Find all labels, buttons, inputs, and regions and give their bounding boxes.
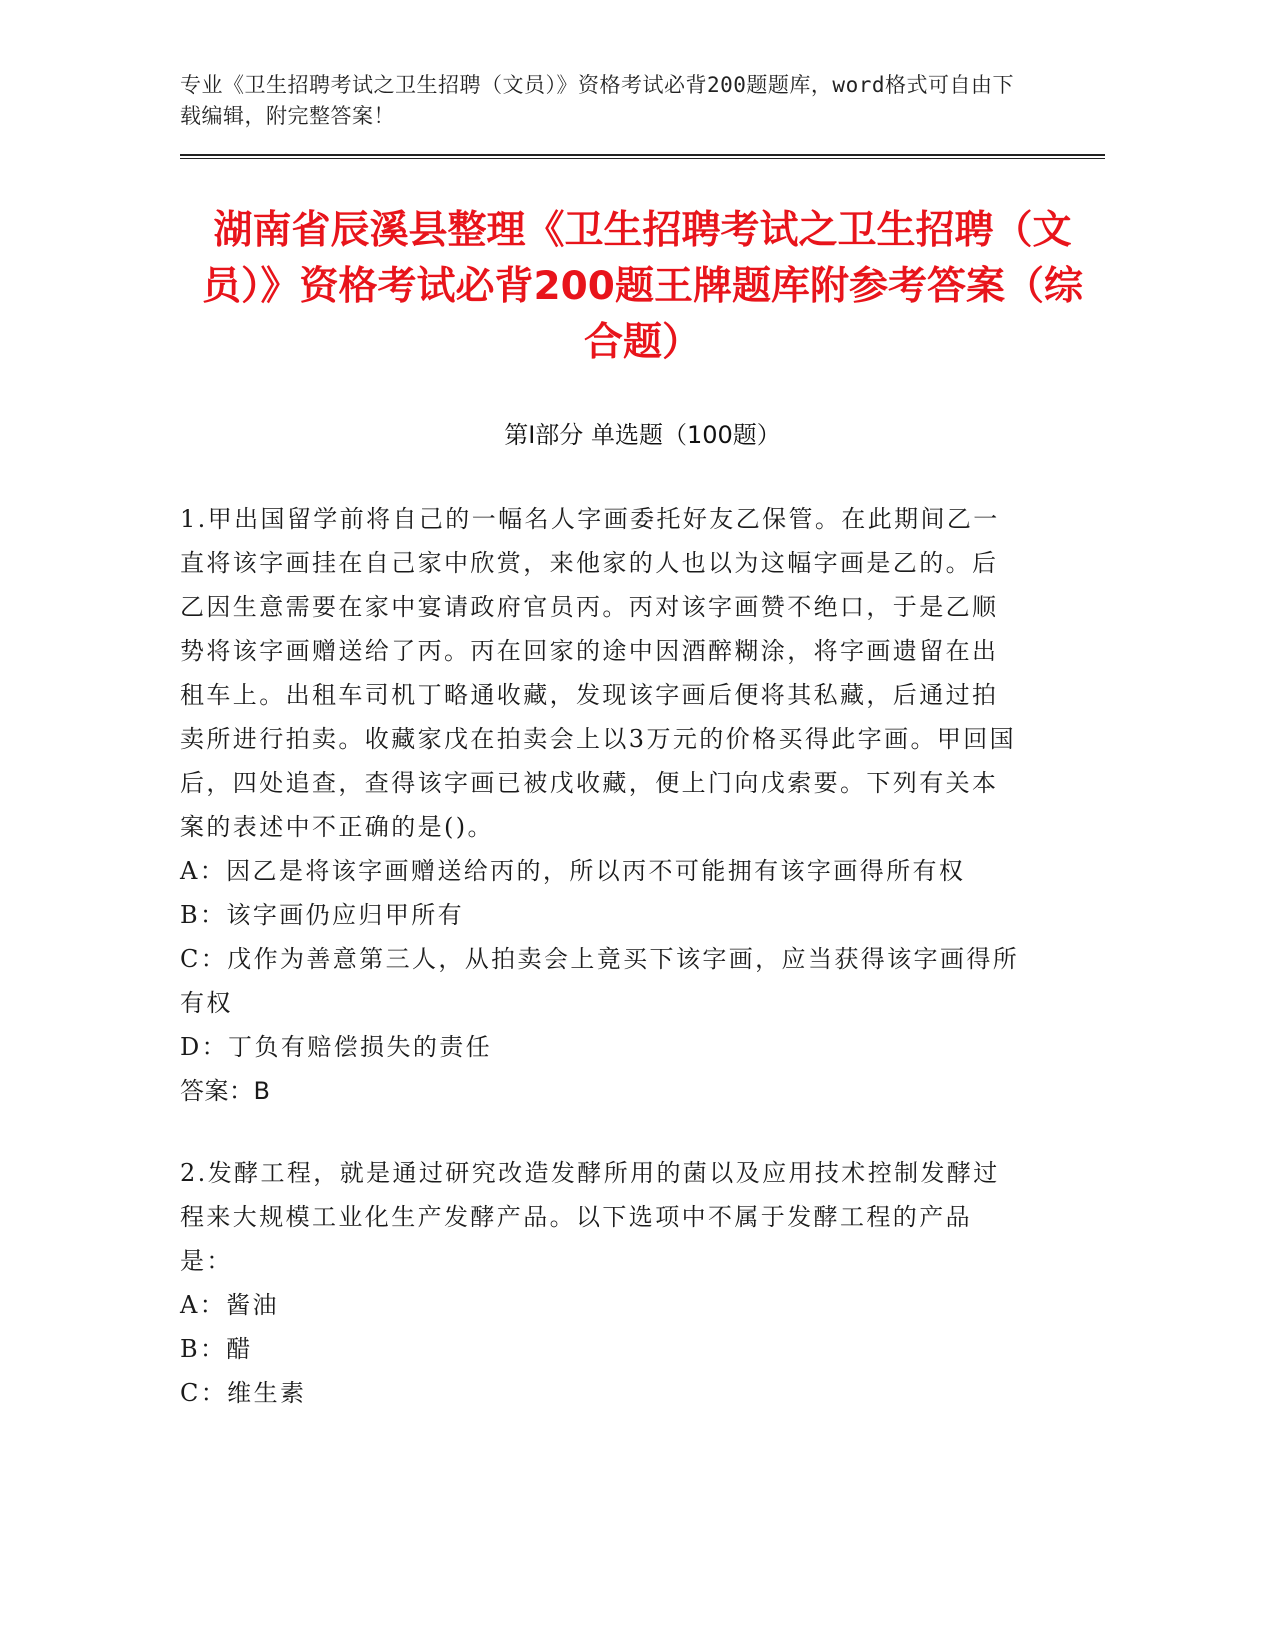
option-b: B：该字画仍应归甲所有 xyxy=(180,901,465,929)
header-divider xyxy=(180,154,1105,159)
option-c: C：维生素 xyxy=(180,1379,307,1407)
question-2 xyxy=(180,1151,1105,1415)
document-page xyxy=(180,70,1105,1415)
question-1 xyxy=(180,497,1105,1113)
option-d: D：丁负有赔偿损失的责任 xyxy=(180,1033,493,1061)
question-stem: 1.甲出国留学前将自己的一幅名人字画委托好友乙保管。在此期间乙一直将该字画挂在自己家中欣赏，来他家的人也以为这幅字画是乙的。后乙因生意需要在家中宴请政府官员丙。丙对该字画赞不绝口，于是乙顺势将该字画赠送给了丙。丙在回家的途中因酒醉糊涂，将字画遗留在出租车上。出租车司机丁略通收藏，发现该字画后便将其私藏，后通过拍卖所进行拍卖。收藏家戊在拍卖会上以3万元的价格买得此字画。甲回国后，四处追查，查得该字画已被戊收藏，便上门向戊索要。下列有关本案的表述中不正确的是()。 xyxy=(180,505,1017,841)
option-b: B：醋 xyxy=(180,1335,253,1363)
option-a: A：酱油 xyxy=(180,1291,279,1319)
answer-line: 答案：B xyxy=(180,1077,271,1105)
document-title: 湖南省辰溪县整理《卫生招聘考试之卫生招聘（文员）》资格考试必背200题王牌题库附参考答案（综合题） xyxy=(202,208,1083,365)
option-a: A：因乙是将该字画赠送给丙的，所以丙不可能拥有该字画得所有权 xyxy=(180,857,966,885)
section-title: 第Ⅰ部分 单选题（100题） xyxy=(504,421,781,449)
option-c: C：戊作为善意第三人，从拍卖会上竟买下该字画，应当获得该字画得所有权 xyxy=(180,945,1020,1017)
header-note: 专业《卫生招聘考试之卫生招聘（文员）》资格考试必背200题题库，word格式可自由下载编辑，附完整答案！ xyxy=(180,73,1014,128)
question-stem: 2.发酵工程，就是通过研究改造发酵所用的菌以及应用技术控制发酵过程来大规模工业化生产发酵产品。以下选项中不属于发酵工程的产品是： xyxy=(180,1159,1000,1275)
